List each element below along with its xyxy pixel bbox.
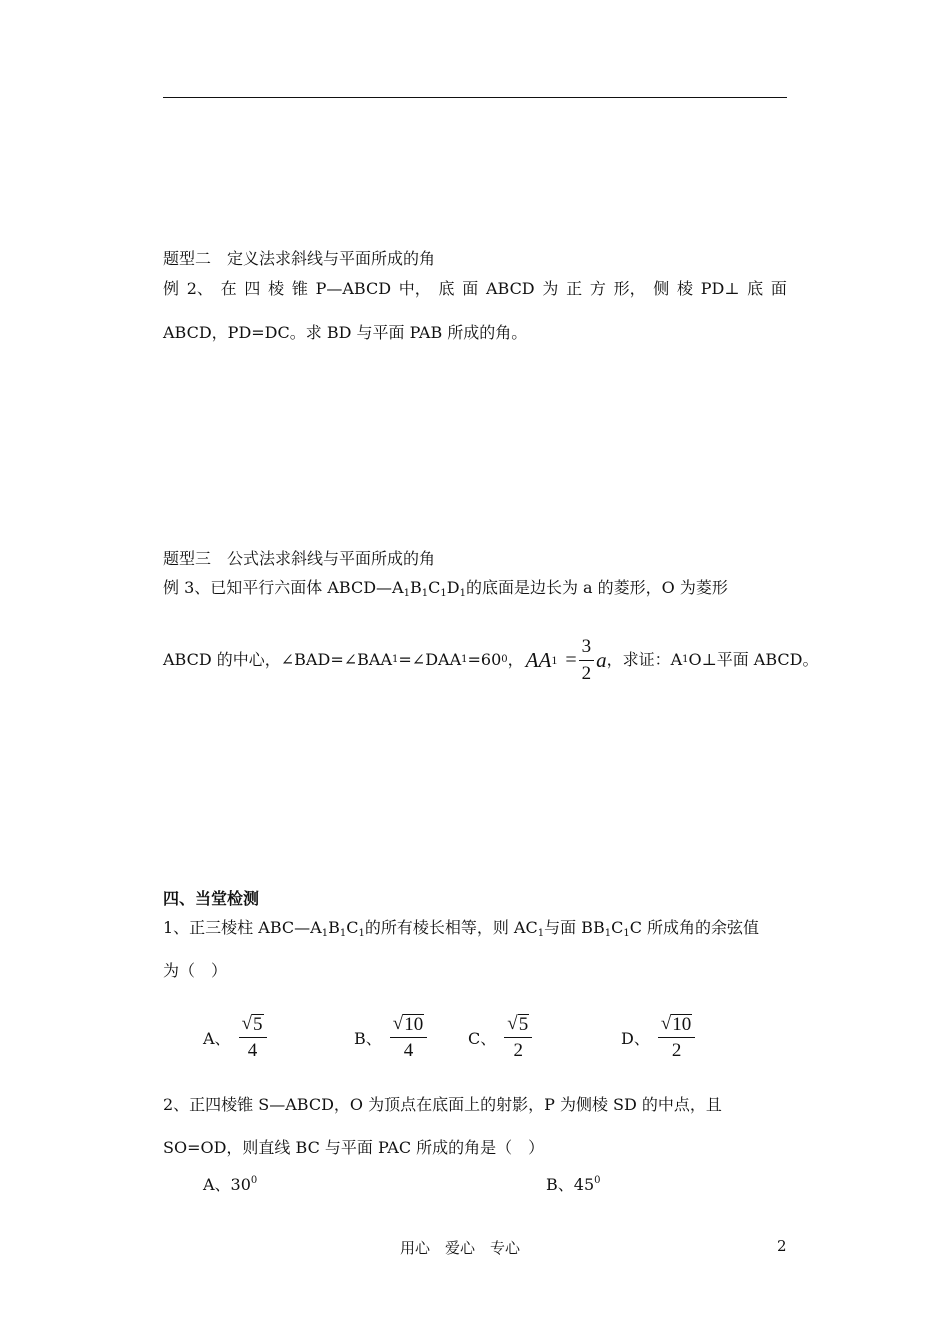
ex3-line2-text: =∠DAA xyxy=(398,650,462,669)
q1-letter-b: B xyxy=(328,918,340,937)
example2-word: 为 xyxy=(542,279,559,298)
footer-motto: 用心 爱心 专心 xyxy=(400,1239,521,1257)
q1-letter-c: C xyxy=(346,918,359,937)
q1-text: 与面 BB xyxy=(544,918,605,937)
q1-letter-c: C xyxy=(611,918,624,937)
example2-word: 棱 xyxy=(677,279,694,298)
denominator: 2 xyxy=(671,1040,682,1061)
sub: 1 xyxy=(459,588,466,599)
example2-word: ABCD xyxy=(485,279,535,298)
header-rule xyxy=(163,97,787,98)
question2-line2: SO=OD，则直线 BC 与平面 PAC 所成的角是（ ） xyxy=(163,1138,545,1157)
q1-text: 的所有棱长相等，则 AC xyxy=(364,918,538,937)
sub: 1 xyxy=(321,928,329,939)
radicand: 10 xyxy=(404,1014,424,1035)
sqrt xyxy=(504,1013,532,1038)
degree-sup: 0 xyxy=(250,1175,258,1186)
option-fraction xyxy=(504,1013,532,1062)
option-label: D、 xyxy=(621,1029,650,1048)
radical-sign: √ xyxy=(507,1013,518,1034)
fraction-3-over-2 xyxy=(579,636,595,685)
example2-word: 锥 xyxy=(291,279,308,298)
fraction-numerator: 3 xyxy=(579,636,595,661)
ex3-text-b: 的底面是边长为 a 的菱形，O 为菱形 xyxy=(465,578,728,597)
radical-sign: √ xyxy=(392,1013,404,1034)
question2-line1: 2、正四棱锥 S—ABCD，O 为顶点在底面上的射影，P 为侧棱 SD 的中点，且 xyxy=(163,1095,722,1114)
example2-word: 侧 xyxy=(653,279,670,298)
option-c[interactable] xyxy=(468,1013,532,1062)
equals-sign: = xyxy=(565,649,577,671)
example2-word: 棱 xyxy=(268,279,285,298)
example2-word: 面 xyxy=(462,279,479,298)
degree-sup: 0 xyxy=(594,1175,601,1186)
comma: ， xyxy=(507,650,524,669)
example2-word: 在 xyxy=(220,279,237,298)
section2-heading: 题型二 定义法求斜线与平面所成的角 xyxy=(163,249,436,268)
sqrt xyxy=(390,1013,427,1038)
ex3-line2-text: ABCD 的中心，∠BAD=∠BAA xyxy=(163,650,392,669)
example2-word: 底 xyxy=(747,279,764,298)
option-a[interactable] xyxy=(203,1013,267,1062)
q2-option-a[interactable] xyxy=(203,1175,257,1195)
fraction-denominator: 2 xyxy=(581,662,592,684)
option-fraction xyxy=(658,1013,695,1062)
sub: 1 xyxy=(440,588,447,599)
example2-line2: ABCD，PD=DC。求 BD 与平面 PAB 所成的角。 xyxy=(163,323,528,342)
option-fraction xyxy=(390,1013,427,1062)
option-fraction xyxy=(239,1013,267,1062)
aa1-symbol: AA xyxy=(525,648,552,672)
option-label: C、 xyxy=(468,1029,497,1048)
example3-line2: ABCD 的中心，∠BAD=∠BAA 1 =∠DAA 1 =60 0 ， AA 1 = $\frac{3}{2}$ a ，求证：A 1 O⊥平面 ABCD。 xyxy=(163,635,819,684)
sub: 1 xyxy=(403,588,410,599)
sub: 1 xyxy=(339,928,347,939)
ex3-text-a: 例 3、已知平行六面体 ABCD—A xyxy=(163,578,404,597)
section3-heading: 题型三 公式法求斜线与平面所成的角 xyxy=(163,549,436,568)
sub: 1 xyxy=(537,928,545,939)
example2-word: 面 xyxy=(770,279,787,298)
ex3-letter-d: D xyxy=(446,578,460,597)
sub: 1 xyxy=(358,928,365,939)
example2-word: 中， xyxy=(398,279,431,298)
radicand: 10 xyxy=(672,1014,692,1035)
q1-text: C 所成角的余弦值 xyxy=(629,918,760,937)
q2-option-b-text: B、45 xyxy=(546,1175,595,1194)
example2-word: 正 xyxy=(566,279,583,298)
ex3-line2-text: O⊥平面 ABCD。 xyxy=(688,650,819,669)
option-b[interactable] xyxy=(354,1013,427,1062)
denominator: 2 xyxy=(513,1040,523,1061)
question1-line1 xyxy=(163,918,759,938)
radicand: 5 xyxy=(253,1014,263,1035)
q1-text: 1、正三棱柱 ABC—A xyxy=(163,918,322,937)
ex3-line2-text: ，求证：A xyxy=(606,650,683,669)
variable-a: a xyxy=(596,648,607,672)
sqrt xyxy=(239,1013,267,1038)
q2-option-b[interactable] xyxy=(546,1175,601,1195)
ex3-letter-c: C xyxy=(428,578,441,597)
example2-word: 方 xyxy=(589,279,606,298)
radical-sign: √ xyxy=(241,1013,252,1034)
denominator: 4 xyxy=(247,1040,258,1061)
ex3-letter-b: B xyxy=(409,578,422,597)
example2-word: 例 xyxy=(163,279,180,298)
option-d[interactable] xyxy=(621,1013,695,1062)
example2-line1 xyxy=(163,279,787,299)
ex3-line2-text: =60 xyxy=(467,650,502,669)
example2-word: 四 xyxy=(244,279,261,298)
example2-word: 2、 xyxy=(186,279,213,298)
example2-word: 形， xyxy=(613,279,646,298)
example2-word: 底 xyxy=(438,279,455,298)
section4-heading: 四、当堂检测 xyxy=(163,889,260,908)
radical-sign: √ xyxy=(660,1013,672,1034)
sub: 1 xyxy=(421,588,429,599)
q2-option-a-text: A、30 xyxy=(203,1175,251,1194)
page-number: 2 xyxy=(777,1237,787,1255)
question1-line2: 为（ ） xyxy=(163,961,228,980)
example3-line1 xyxy=(163,578,728,598)
example2-word: P—ABCD xyxy=(315,279,392,298)
option-label: A、 xyxy=(203,1029,231,1048)
sub: 1 xyxy=(623,928,630,939)
option-label: B、 xyxy=(354,1029,382,1048)
denominator: 4 xyxy=(403,1040,414,1061)
sqrt xyxy=(658,1013,695,1038)
example2-word: PD⊥ xyxy=(700,279,740,298)
sub: 1 xyxy=(604,928,612,939)
radicand: 5 xyxy=(518,1014,529,1035)
